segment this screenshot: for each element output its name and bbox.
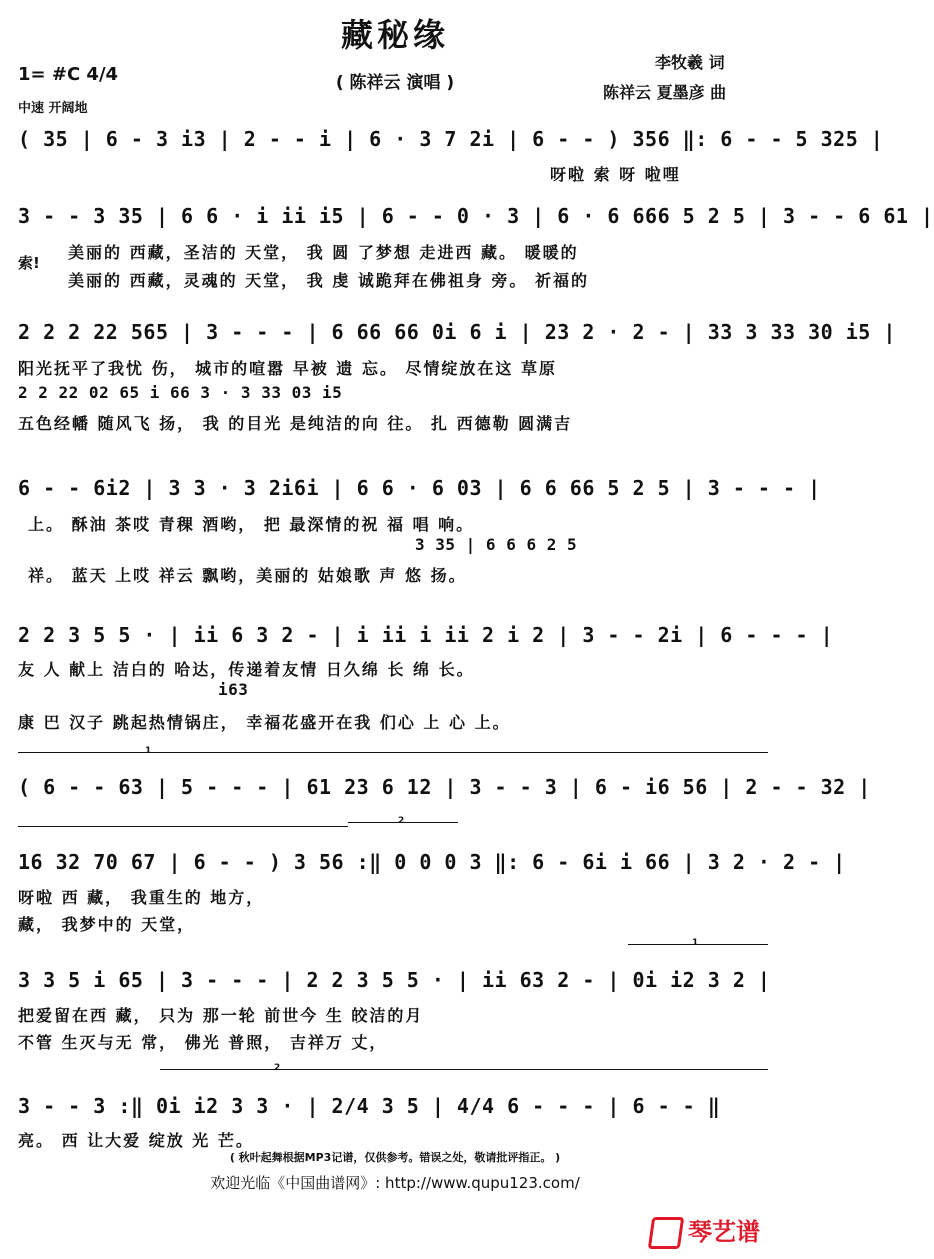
volta-number: 1 — [692, 938, 699, 948]
notation-row: 2 2 3 5 5 · | ii 6 3 2 - | i ii i ii 2 i 2 | 3 - - 2i | 6 - - - | — [18, 623, 834, 647]
notation-row: 3 3 5 i 65 | 3 - - - | 2 2 3 5 5 · | ii 63 2 - | 0i i2 3 2 | — [18, 968, 771, 992]
transcriber-note: ( 秋叶起舞根据MP3记谱，仅供参考。错误之处，敬请批评指正。 ) — [229, 1151, 561, 1164]
notation-row: 3 - - 3 :‖ 0i i2 3 3 · | 2/4 3 5 | 4/4 6 - - - | 6 - - ‖ — [18, 1094, 721, 1118]
tempo-marking: 中速 开阔地 — [18, 101, 88, 116]
lyric-line: 阳光抚平了我忧 伤， 城市的喧嚣 早被 遗 忘。 尽情绽放在这 草原 — [18, 359, 557, 378]
lyric-line: 祥。 蓝天 上哎 祥云 飘哟，美丽的 姑娘歌 声 悠 扬。 — [28, 566, 467, 585]
volta-bracket — [18, 752, 768, 753]
volta-bracket — [160, 1069, 768, 1070]
notation-row: 2 2 22 02 65 i 66 3 · 3 33 03 i5 — [18, 383, 343, 402]
lyric-line: 美丽的 西藏，灵魂的 天堂， 我 虔 诚跪拜在佛祖身 旁。 祈福的 — [68, 271, 589, 290]
song-title: 藏秘缘 — [340, 16, 449, 54]
volta-number: 1 — [145, 746, 152, 756]
notation-row: 6 - - 6i2 | 3 3 · 3 2i6i | 6 6 · 6 03 | 6 6 66 5 2 5 | 3 - - - | — [18, 476, 821, 500]
volta-number: 2 — [274, 1063, 281, 1073]
lyric-line: 不管 生灭与无 常， 佛光 普照， 吉祥万 丈， — [18, 1033, 388, 1052]
lyric-line: 藏， 我梦中的 天堂， — [18, 915, 196, 934]
notation-row: 2 2 2 22 565 | 3 - - - | 6 66 66 0i 6 i | 23 2 · 2 - | 33 3 33 30 i5 | — [18, 320, 896, 344]
notation-row: ( 6 - - 63 | 5 - - - | 61 23 6 12 | 3 - - 3 | 6 - i6 56 | 2 - - 32 | — [18, 775, 871, 799]
lyric-line: 美丽的 西藏，圣洁的 天堂， 我 圆 了梦想 走进西 藏。 暖暖的 — [68, 243, 579, 262]
lyric-line: 五色经幡 随风飞 扬， 我 的目光 是纯洁的向 往。 扎 西德勒 圆满吉 — [18, 414, 573, 433]
lyric-line: 康 巴 汉子 跳起热情锅庄， 幸福花盛开在我 们心 上 心 上。 — [18, 713, 511, 732]
notation-row: 16 32 70 67 | 6 - - ) 3 56 :‖ 0 0 0 3 ‖: 6 - 6i i 66 | 3 2 · 2 - | — [18, 850, 846, 874]
lyric-line: 呀啦 西 藏， 我重生的 地方， — [18, 888, 265, 907]
verse-label: 索! — [18, 254, 40, 272]
lyric-line: 亮。 西 让大爱 绽放 光 芒。 — [18, 1131, 254, 1150]
site-link[interactable]: 欢迎光临《中国曲谱网》: http://www.qupu123.com/ — [210, 1174, 580, 1192]
notation-row: ( 35 | 6 - 3 i3 | 2 - - i | 6 · 3 7 2i | 6 - - ) 356 ‖: 6 - - 5 325 | — [18, 127, 884, 151]
notation-row: 3 35 | 6 6 6 2 5 — [415, 535, 578, 554]
lyric-line: 上。 酥油 茶哎 青稞 酒哟， 把 最深情的祝 福 唱 响。 — [28, 515, 475, 534]
notation-row: 3 - - 3 35 | 6 6 · i ii i5 | 6 - - 0 · 3 | 6 · 6 666 5 2 5 | 3 - - 6 61 | — [18, 204, 934, 228]
key-signature: 1= #C 4/4 — [18, 64, 119, 85]
composer-credit: 陈祥云 夏墨彦 曲 — [603, 83, 727, 102]
singer-credit: ( 陈祥云 演唱 ) — [335, 73, 455, 93]
volta-bracket — [18, 826, 348, 827]
logo-icon — [648, 1217, 684, 1249]
notation-row: i63 — [218, 680, 249, 699]
lyric-line: 呀啦 索 呀 啦哩 — [550, 165, 681, 184]
brand-logo: 琴艺谱 — [650, 1212, 760, 1249]
lyric-line: 友 人 献上 洁白的 哈达，传递着友情 日久绵 长 绵 长。 — [18, 660, 475, 679]
volta-number: 2 — [398, 816, 405, 826]
lyric-line: 把爱留在西 藏， 只为 那一轮 前世今 生 皎洁的月 — [18, 1006, 424, 1025]
lyricist-credit: 李牧羲 词 — [655, 53, 725, 72]
